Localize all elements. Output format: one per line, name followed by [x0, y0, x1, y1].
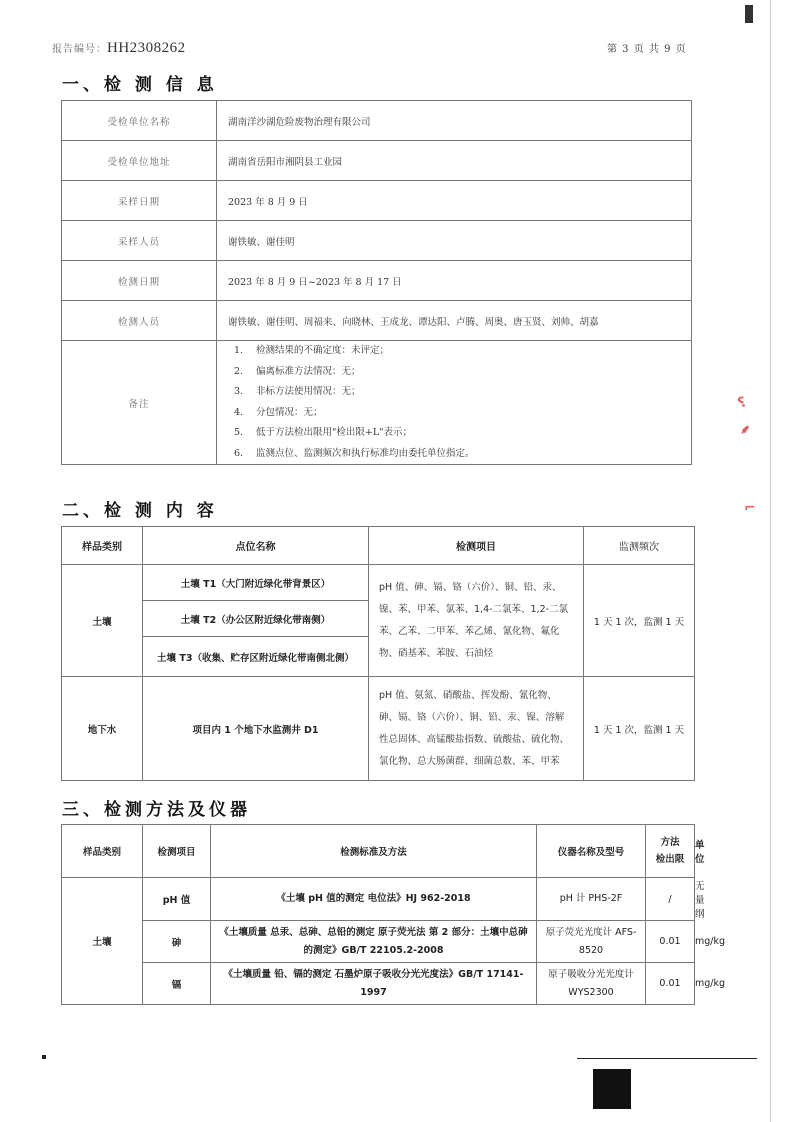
- report-number-value: HH2308262: [107, 40, 186, 56]
- scan-mark: [745, 5, 753, 23]
- methods-table: [61, 824, 726, 1005]
- page-info: 第 3 页 共 9 页: [607, 44, 687, 55]
- row-value: 2023 年 8 月 9 日~2023 年 8 月 17 日: [217, 261, 692, 301]
- row-key: 采样日期: [62, 181, 217, 221]
- table-row: [62, 181, 692, 221]
- point-name: 土壤 T2（办公区附近绿化带南侧）: [143, 601, 369, 637]
- footer-rule: [577, 1058, 757, 1059]
- stamp-fragment: ⸮: [735, 394, 749, 412]
- sample-category: 地下水: [62, 677, 143, 781]
- notes-row: [62, 341, 692, 465]
- row-value: 2023 年 8 月 9 日: [217, 181, 692, 221]
- list-item: 1. 检测结果的不确定度：未评定；: [234, 345, 390, 356]
- row-key: 检测人员: [62, 301, 217, 341]
- row-value: 湖南省岳阳市湘阴县工业园: [217, 141, 692, 181]
- table-row: [62, 261, 692, 301]
- section1-title: 一、检 测 信 息: [62, 75, 218, 95]
- col-header: 样品类别: [62, 527, 143, 565]
- section2-title: 二、检 测 内 容: [62, 501, 218, 521]
- test-items: pH 值、砷、镉、铬（六价）、铜、铅、汞、镍、苯、甲苯、氯苯、1,4-二氯苯、1,2-二氯苯、乙苯、二甲苯、苯乙烯、氰化物、氟化物、硝基苯、苯胺、石油烃: [369, 565, 584, 677]
- method: 《土壤 pH 值的测定 电位法》HJ 962-2018: [211, 878, 537, 921]
- test-items: pH 值、氨氮、硝酸盐、挥发酚、氰化物、砷、镉、铬（六价）、铜、铅、汞、镍、溶解性总固体、高锰酸盐指数、硫酸盐、硫化物、氯化物、总大肠菌群、细菌总数、苯、甲苯: [369, 677, 584, 781]
- instrument: 原子荧光光度计 AFS-8520: [537, 921, 646, 963]
- point-name: 土壤 T3（收集、贮存区附近绿化带南侧北侧）: [143, 637, 369, 677]
- frequency: 1 天 1 次，监测 1 天: [584, 565, 695, 677]
- table-row: [62, 677, 695, 781]
- table-row: [62, 565, 695, 601]
- notes-list: [228, 341, 691, 464]
- col-header: 检测项目: [369, 527, 584, 565]
- row-key: 受检单位名称: [62, 101, 217, 141]
- col-header: 检测项目: [143, 825, 211, 878]
- instrument: pH 计 PHS-2F: [537, 878, 646, 921]
- method: 《土壤质量 铅、镉的测定 石墨炉原子吸收分光光度法》GB/T 17141-1997: [211, 963, 537, 1005]
- col-header: 样品类别: [62, 825, 143, 878]
- col-header: 方法 检出限: [646, 825, 695, 878]
- list-item: 3. 非标方法使用情况：无；: [234, 386, 361, 397]
- scan-edge: [770, 0, 771, 1122]
- test-item: 镉: [143, 963, 211, 1005]
- detection-limit: /: [646, 878, 695, 921]
- page-dot: [42, 1055, 46, 1059]
- sample-category: 土壤: [62, 878, 143, 1005]
- list-item: 5. 低于方法检出限用"检出限+L"表示；: [234, 427, 413, 438]
- stamp-fragment: ⸙: [738, 421, 752, 439]
- table-row: [62, 141, 692, 181]
- test-item: pH 值: [143, 878, 211, 921]
- instrument: 原子吸收分光光度计 WYS2300: [537, 963, 646, 1005]
- col-header: 监测频次: [584, 527, 695, 565]
- list-item: 2. 偏离标准方法情况：无；: [234, 365, 361, 377]
- report-number-label: 报告编号：: [52, 44, 107, 55]
- row-value: 谢铁敏、谢佳明: [217, 221, 692, 261]
- notes-cell: [217, 341, 692, 465]
- table-row: 镉 《土壤质量 铅、镉的测定 石墨炉原子吸收分光光度法》GB/T 17141-1997 原子吸收分光光度计 WYS2300 0.01 mg/kg: [62, 963, 695, 1005]
- table-row: 土壤 pH 值 《土壤 pH 值的测定 电位法》HJ 962-2018 pH 计 PHS-2F / 无量纲: [62, 878, 695, 921]
- col-header: 点位名称: [143, 527, 369, 565]
- table-row: [62, 301, 692, 341]
- notes-key: 备注: [62, 341, 217, 465]
- inspection-content-table: [61, 526, 695, 781]
- row-key: 受检单位地址: [62, 141, 217, 181]
- stamp-fragment: ⌐: [744, 500, 756, 516]
- sample-category: 土壤: [62, 565, 143, 677]
- frequency: 1 天 1 次，监测 1 天: [584, 677, 695, 781]
- footer-redaction: [593, 1069, 631, 1109]
- list-item: 6. 监测点位、监测频次和执行标准均由委托单位指定。: [234, 447, 475, 459]
- point-name: 土壤 T1（大门附近绿化带背景区）: [143, 565, 369, 601]
- list-item: 4. 分包情况：无；: [234, 406, 323, 418]
- col-header: 仪器名称及型号: [537, 825, 646, 878]
- row-key: 采样人员: [62, 221, 217, 261]
- col-header: 检测标准及方法: [211, 825, 537, 878]
- table-header-row: [62, 527, 695, 565]
- section3-title: 三、检测方法及仪器: [62, 800, 251, 820]
- test-item: 砷: [143, 921, 211, 963]
- table-row: [62, 221, 692, 261]
- row-key: 检测日期: [62, 261, 217, 301]
- inspection-info-table: [61, 100, 692, 465]
- row-value: 谢铁敏、谢佳明、周福来、向晓林、王成龙、谭达阳、卢腾、周奥、唐玉贤、刘帅、胡嘉: [217, 301, 692, 341]
- detection-limit: 0.01: [646, 921, 695, 963]
- detection-limit: 0.01: [646, 963, 695, 1005]
- table-row: [62, 101, 692, 141]
- method: 《土壤质量 总汞、总砷、总铅的测定 原子荧光法 第 2 部分：土壤中总砷的测定》GB/T 22105.2-2008: [211, 921, 537, 963]
- table-header-row: 样品类别 检测项目 检测标准及方法 仪器名称及型号 方法 检出限 单位: [62, 825, 695, 878]
- table-row: 砷 《土壤质量 总汞、总砷、总铅的测定 原子荧光法 第 2 部分：土壤中总砷的测定》GB/T 22105.2-2008 原子荧光光度计 AFS-8520 0.01 mg/kg: [62, 921, 695, 963]
- point-name: 项目内 1 个地下水监测井 D1: [143, 677, 369, 781]
- report-number: [52, 40, 186, 57]
- row-value: 湖南洋沙湖危险废物治理有限公司: [217, 101, 692, 141]
